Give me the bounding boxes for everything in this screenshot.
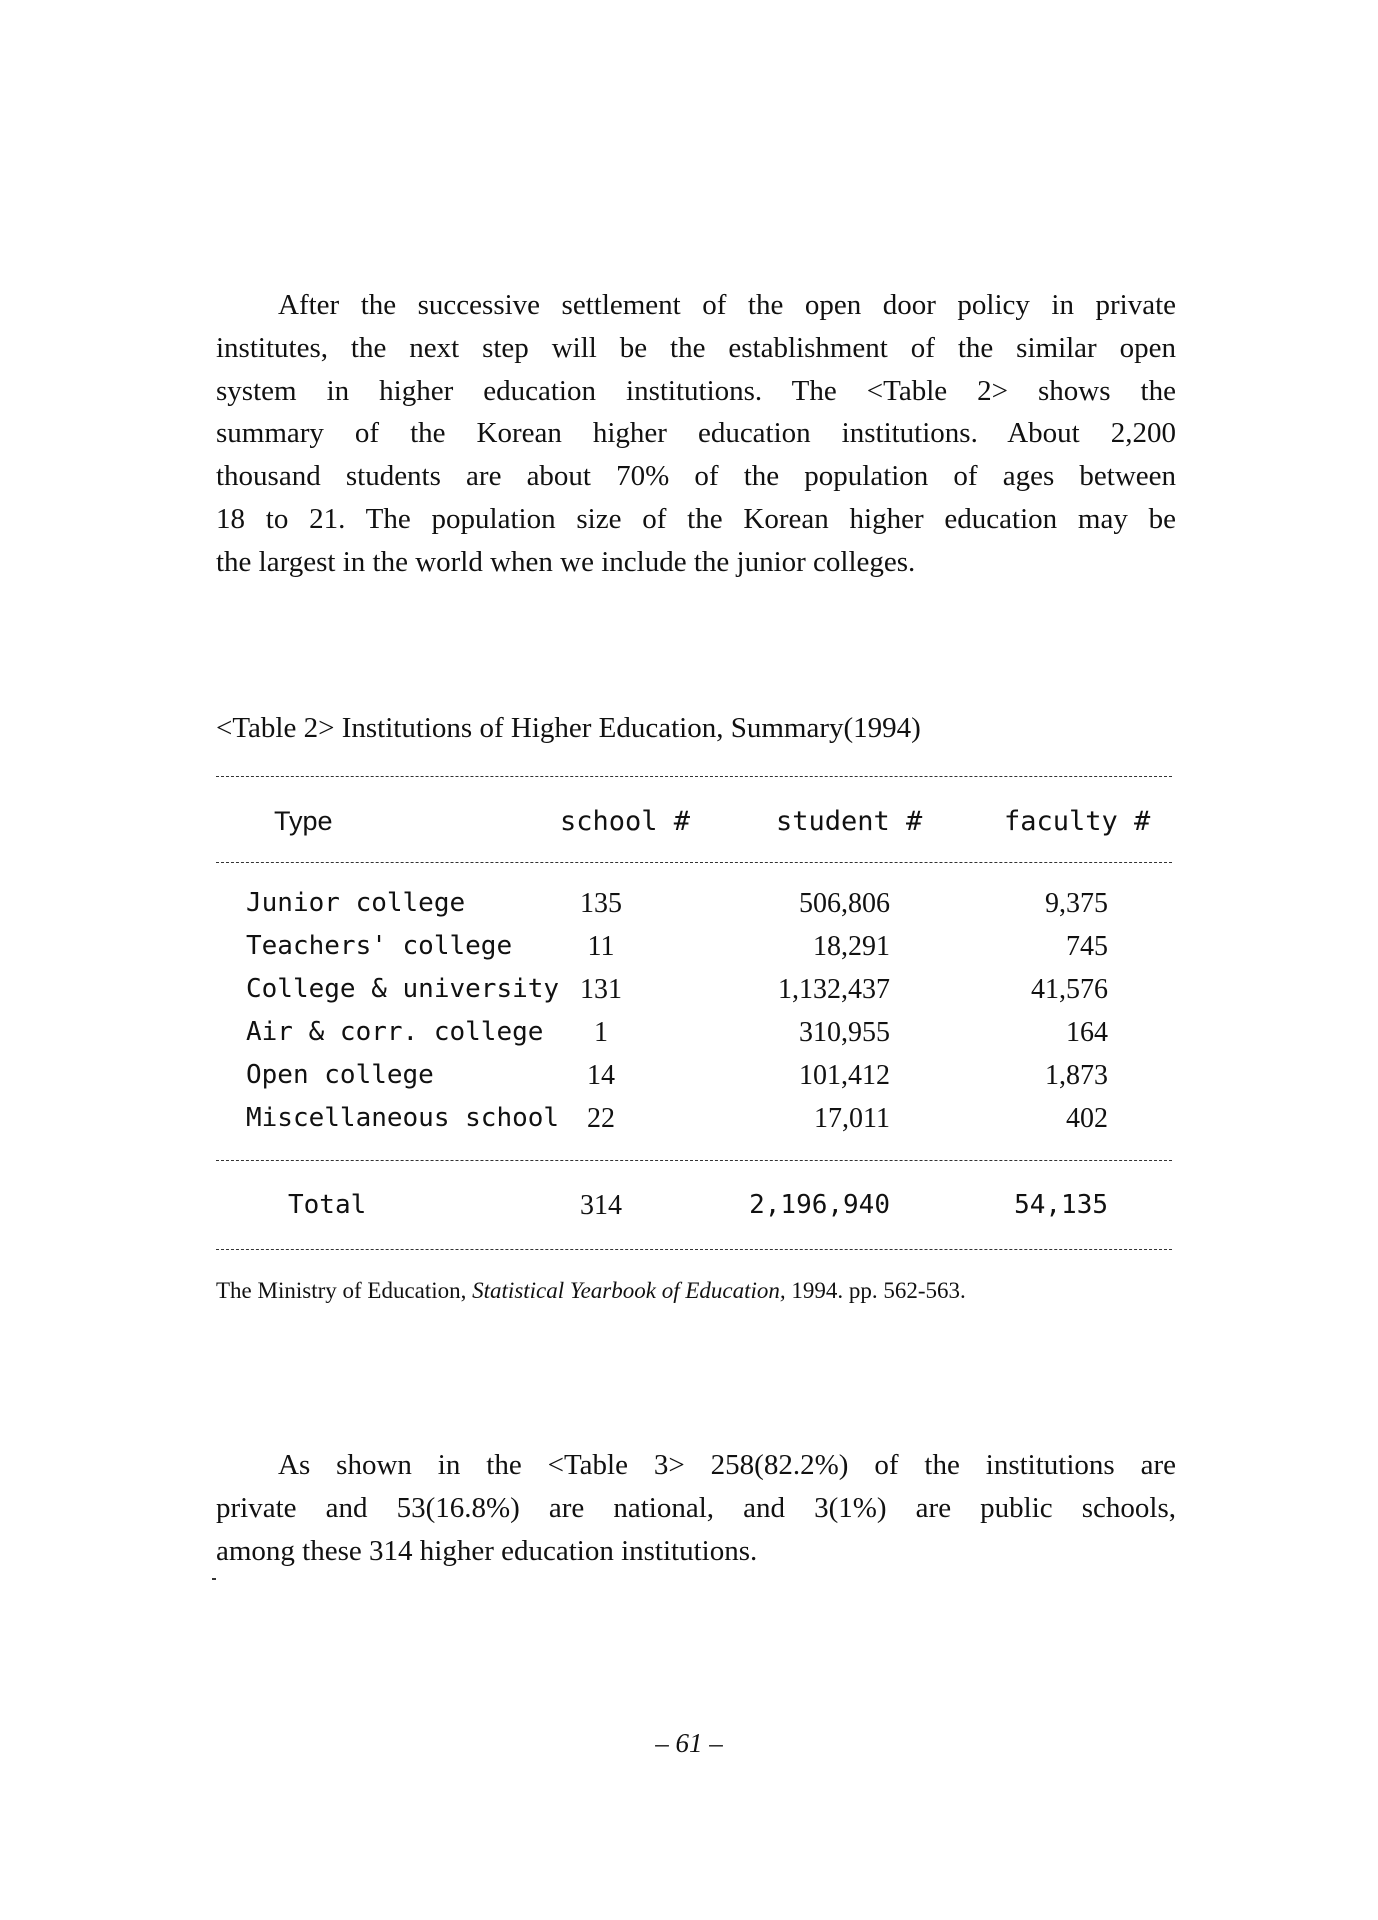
closing-paragraph	[216, 1444, 1176, 1572]
cell-type: Miscellaneous school	[246, 1103, 560, 1133]
paragraph-line: system in higher education institutions. The <Table 2> shows the	[216, 374, 1176, 407]
cell-total-label: Total	[288, 1190, 367, 1220]
cell-student: 506,806	[799, 888, 890, 919]
table-row	[0, 1103, 1378, 1146]
table-bottom-rule	[216, 1249, 1172, 1250]
cell-faculty: 745	[1066, 931, 1108, 962]
table-row	[0, 931, 1378, 974]
cell-school: 131	[580, 974, 622, 1005]
paragraph-line: the largest in the world when we include the junior colleges.	[216, 545, 916, 578]
header-type: Type	[274, 806, 333, 836]
paragraph-line: After the successive settlement of the open door policy in private	[278, 289, 1176, 321]
paragraph-line: As shown in the <Table 3> 258(82.2%) of the institutions are	[278, 1449, 1176, 1481]
header-school-count: school #	[560, 806, 691, 837]
cell-school: 135	[580, 888, 622, 919]
cell-school: 22	[587, 1103, 615, 1134]
cell-faculty: 164	[1066, 1017, 1108, 1048]
cell-type: College & university	[246, 974, 560, 1004]
cell-student: 18,291	[813, 931, 890, 962]
table-top-rule	[216, 776, 1172, 777]
cell-type: Junior college	[246, 888, 466, 918]
cell-faculty: 41,576	[1031, 974, 1108, 1005]
cell-type: Teachers' college	[246, 931, 513, 961]
paragraph-line: thousand students are about 70% of the population of ages between	[216, 460, 1176, 493]
table-row	[0, 1060, 1378, 1103]
cell-student: 101,412	[799, 1060, 890, 1091]
cell-total-school: 314	[580, 1190, 622, 1221]
paragraph-line: 18 to 21. The population size of the Korean higher education may be	[216, 502, 1176, 535]
cell-student: 310,955	[799, 1017, 890, 1048]
table-body-rule	[216, 1160, 1172, 1161]
paragraph-line: summary of the Korean higher education institutions. About 2,200	[216, 417, 1176, 450]
cell-faculty: 1,873	[1045, 1060, 1108, 1091]
table-caption: <Table 2> Institutions of Higher Education, Summary(1994)	[216, 712, 921, 744]
cell-type: Air & corr. college	[246, 1017, 544, 1047]
cell-total-student: 2,196,940	[749, 1190, 890, 1220]
table-row	[0, 974, 1378, 1017]
cell-faculty: 9,375	[1045, 888, 1108, 919]
source-suffix: 1994. pp. 562-563.	[785, 1278, 966, 1303]
cell-student: 1,132,437	[778, 974, 890, 1005]
source-title: Statistical Yearbook of Education,	[472, 1278, 786, 1303]
intro-paragraph	[216, 284, 1176, 584]
paragraph-line: private and 53(16.8%) are national, and 3(1%) are public schools,	[216, 1491, 1176, 1524]
table-row	[0, 888, 1378, 931]
table-source-note	[216, 1278, 966, 1304]
cell-school: 11	[587, 931, 615, 962]
page-number: – 61 –	[655, 1728, 723, 1758]
paragraph-line: among these 314 higher education institutions.	[216, 1534, 758, 1567]
paragraph-line: institutes, the next step will be the establishment of the similar open	[216, 331, 1176, 364]
table-row	[0, 1017, 1378, 1060]
cell-school: 1	[594, 1017, 608, 1048]
stray-mark	[212, 1578, 216, 1580]
table-total-row	[0, 1190, 1378, 1233]
cell-faculty: 402	[1066, 1103, 1108, 1134]
cell-type: Open college	[246, 1060, 434, 1090]
table-header-rule	[216, 862, 1172, 863]
header-faculty-count: faculty #	[1004, 806, 1151, 837]
source-prefix: The Ministry of Education,	[216, 1278, 473, 1303]
header-student-count: student #	[776, 806, 923, 837]
cell-school: 14	[587, 1060, 615, 1091]
cell-student: 17,011	[814, 1103, 890, 1134]
cell-total-faculty: 54,135	[1014, 1190, 1108, 1220]
